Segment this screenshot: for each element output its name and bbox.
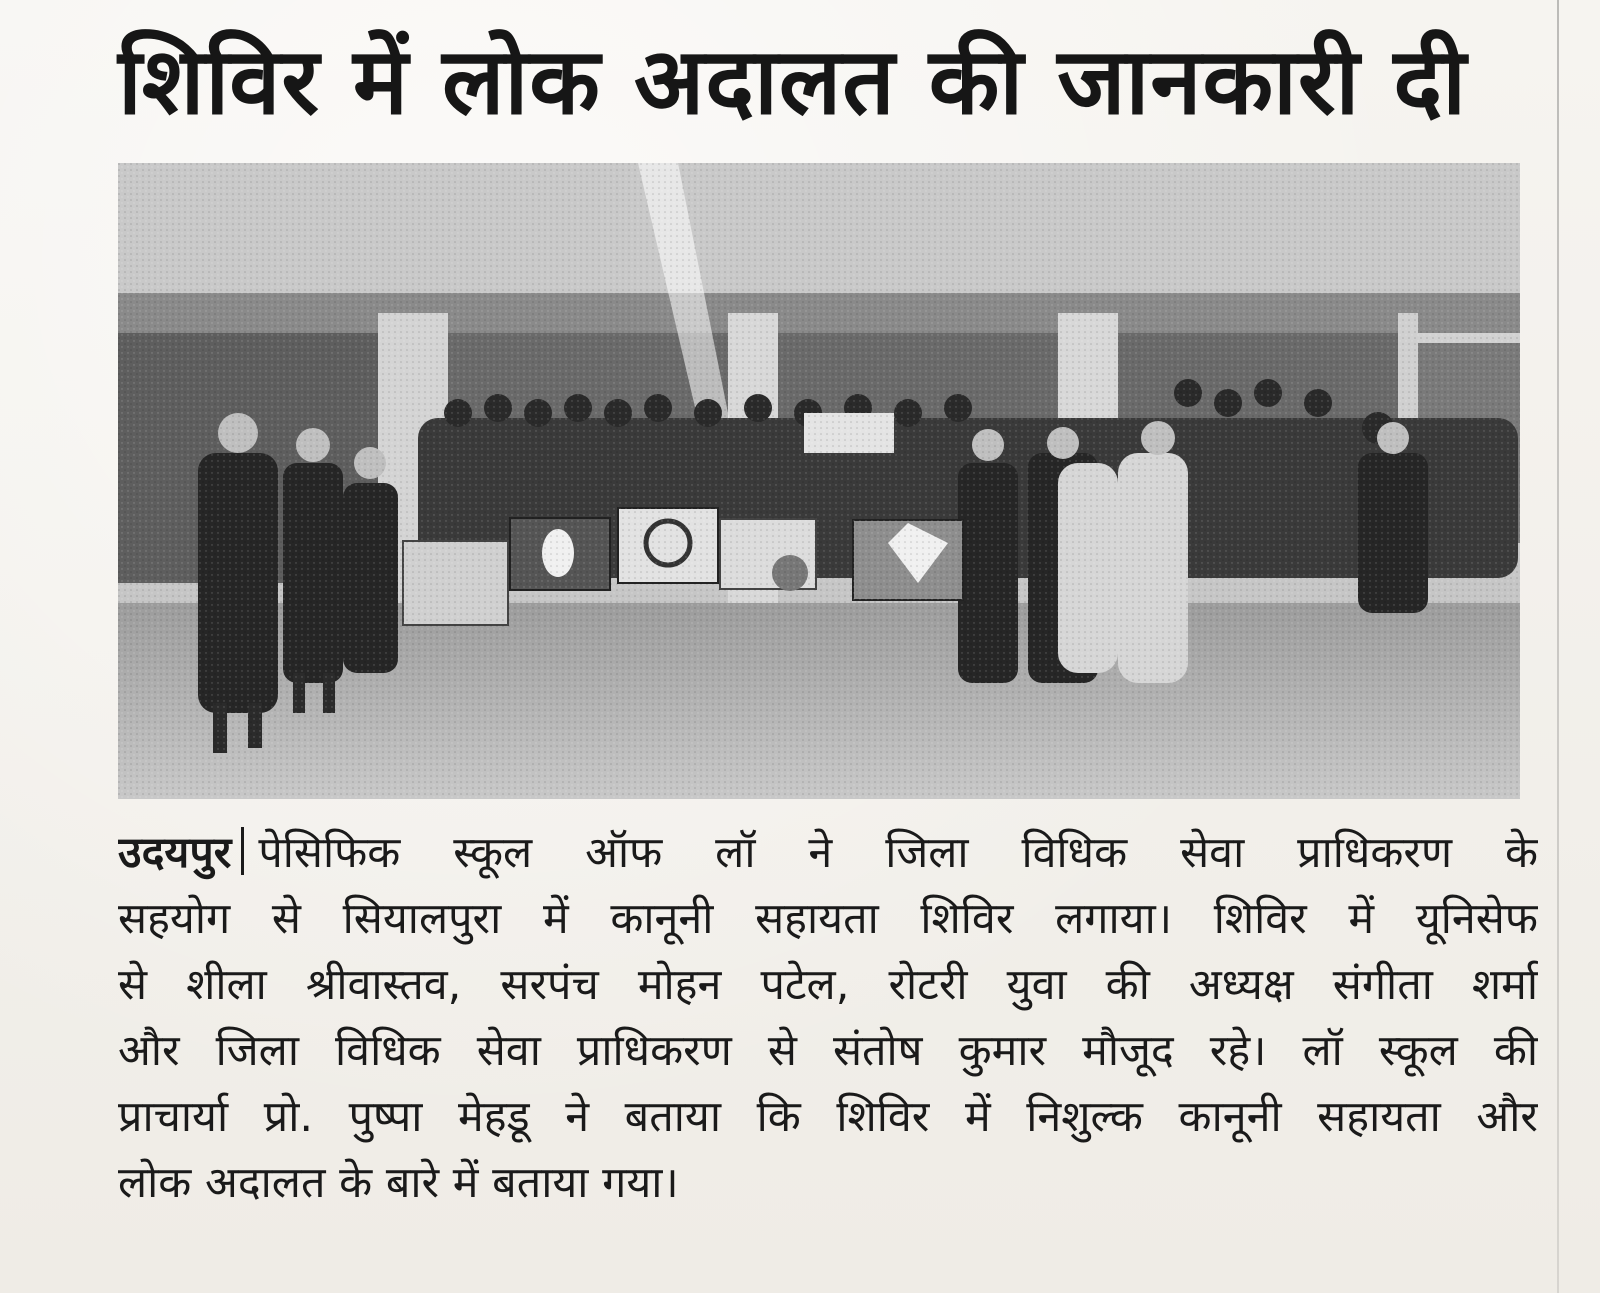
page-fold-line [1557, 0, 1559, 1293]
group-photo-icon [118, 163, 1520, 799]
dateline: उदयपुर [118, 828, 232, 878]
article-line-2: सहयोग से सियालपुरा में कानूनी सहायता शिविर लगाया। शिविर में यूनिसेफ [118, 894, 1538, 944]
article-line-3: से शीला श्रीवास्तव, सरपंच मोहन पटेल, रोटरी युवा की अध्यक्ष संगीता शर्मा [118, 960, 1538, 1010]
article-line-6: लोक अदालत के बारे में बताया गया। [118, 1158, 679, 1208]
article-body [118, 820, 1538, 1216]
article-line-4: और जिला विधिक सेवा प्राधिकरण से संतोष कुमार मौजूद रहे। लॉ स्कूल की [118, 1026, 1538, 1076]
news-photo [118, 163, 1520, 799]
article-line-1 [118, 820, 1538, 886]
article-line-5: प्राचार्या प्रो. पुष्पा मेहडू ने बताया कि शिविर में निशुल्क कानूनी सहायता और [118, 1092, 1538, 1142]
dateline-separator [241, 827, 244, 875]
headline: शिविर में लोक अदालत की जानकारी दी [118, 28, 1468, 135]
article-line-1-text: पेसिफिक स्कूल ऑफ लॉ ने जिला विधिक सेवा प्राधिकरण के [258, 828, 1538, 878]
